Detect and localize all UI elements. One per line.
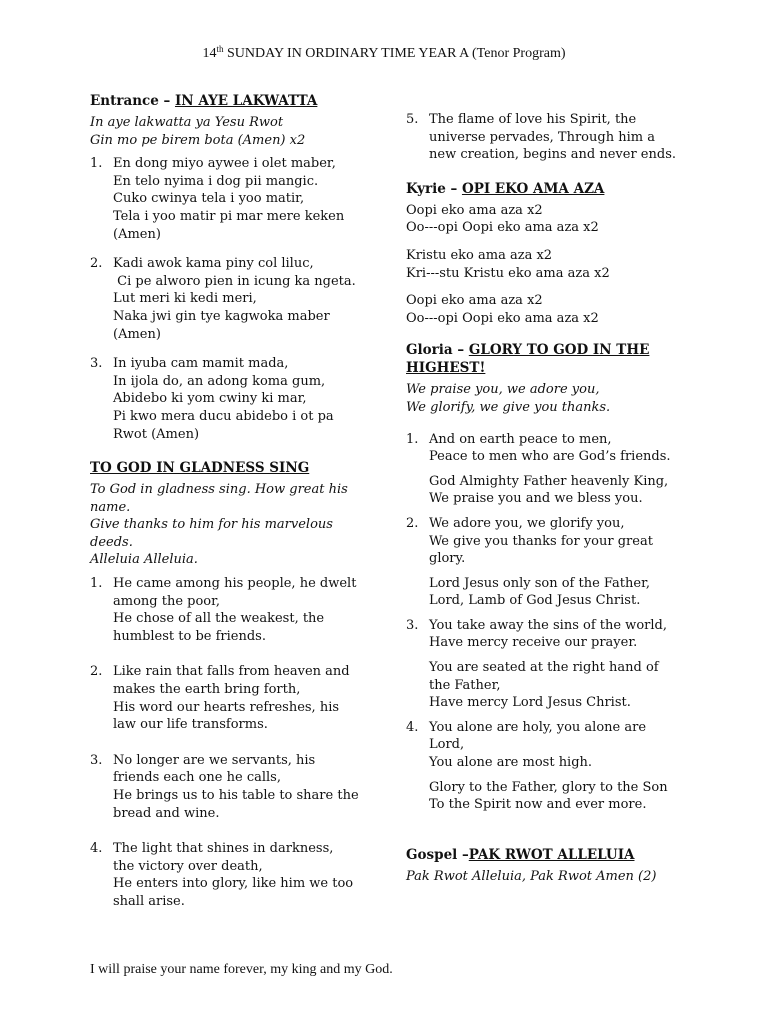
gladness-verses-continued [406, 111, 696, 164]
entrance-heading: Entrance – IN AYE LAKWATTA [90, 93, 318, 109]
verse: 1. En dong miyo aywee i olet maber, En telo nyima i dog pii mangic. Cuko cwinya tela i yoo matir, Tela i yoo matir pi mar mere keken (Amen) [90, 156, 345, 242]
verse: 1. And on earth peace to men, Peace to men who are God’s friends. God Almighty Father heavenly King, We praise you and we bless you. [406, 431, 671, 507]
entrance-verses [90, 155, 380, 443]
footer-text: I will praise your name forever, my king and my God. [90, 962, 393, 977]
gladness-refrain: To God in gladness sing. How great his name. Give thanks to him for his marvelous deeds. Alleluia Alleluia. [90, 482, 348, 568]
gladness-heading: TO GOD IN GLADNESS SING [90, 460, 310, 477]
verse: 4. You alone are holy, you alone are Lord, You alone are most high. Glory to the Father, glory to the Son To the Spirit now and ever more. [406, 719, 668, 813]
page-title: 14th SUNDAY IN ORDINARY TIME YEAR A (Tenor Program) [202, 44, 566, 61]
verse: 4. The light that shines in darkness, the victory over death, He enters into glory, like him we too shall arise. [90, 841, 354, 909]
gospel-heading: Gospel –PAK RWOT ALLELUIA [406, 846, 635, 863]
right-column [406, 111, 696, 891]
entrance-refrain: In aye lakwatta ya Yesu Rwot Gin mo pe birem bota (Amen) x2 [90, 115, 306, 148]
gloria-refrain: We praise you, we adore you, We glorify, we give you thanks. [406, 382, 611, 415]
verse: 1. He came among his people, he dwelt among the poor, He chose of all the weakest, the humblest to be friends. [90, 576, 357, 644]
gladness-verses [90, 575, 380, 911]
verse: 3. No longer are we servants, his friends each one he calls, He brings us to his table to share the bread and wine. [90, 752, 359, 821]
verse: 3. You take away the sins of the world, Have mercy receive our prayer. You are seated at the right hand of the Father, Have mercy Lord Jesus Christ. [406, 617, 667, 711]
kyrie-group: Oopi eko ama aza x2 Oo---opi Oopi eko ama aza x2 [406, 293, 599, 326]
verse: 3. In iyuba cam mamit mada, In ijola do, an adong koma gum, Abidebo ki yom cwiny ki mar, Pi kwo mera ducu abidebo i ot pa Rwot (Amen) [90, 356, 334, 442]
kyrie-group: Oopi eko ama aza x2 Oo---opi Oopi eko ama aza x2 [406, 202, 599, 236]
verse: 2. We adore you, we glorify you, We give you thanks for your great glory. Lord Jesus only son of the Father, Lord, Lamb of God Jesus Christ. [406, 515, 653, 609]
kyrie-heading: Kyrie – OPI EKO AMA AZA [406, 180, 605, 197]
left-column [90, 92, 380, 923]
kyrie-group: Kristu eko ama aza x2 Kri---stu Kristu eko ama aza x2 [406, 247, 610, 281]
gloria-verses [406, 431, 696, 814]
verse: 5. The flame of love his Spirit, the universe pervades, Through him a new creation, begins and never ends. [406, 112, 676, 163]
verse: 2. Kadi awok kama piny col liluc, Ci pe alworo pien in icung ka ngeta. Lut meri ki kedi meri, Naka jwi gin tye kagwoka maber (Amen) [90, 256, 356, 342]
gospel-refrain: Pak Rwot Alleluia, Pak Rwot Amen (2) [406, 868, 657, 884]
gloria-heading: Gloria – GLORY TO GOD IN THE HIGHEST! [406, 342, 650, 377]
verse: 2. Like rain that falls from heaven and makes the earth bring forth, His word our hearts refreshes, his law our life transforms. [90, 664, 350, 733]
